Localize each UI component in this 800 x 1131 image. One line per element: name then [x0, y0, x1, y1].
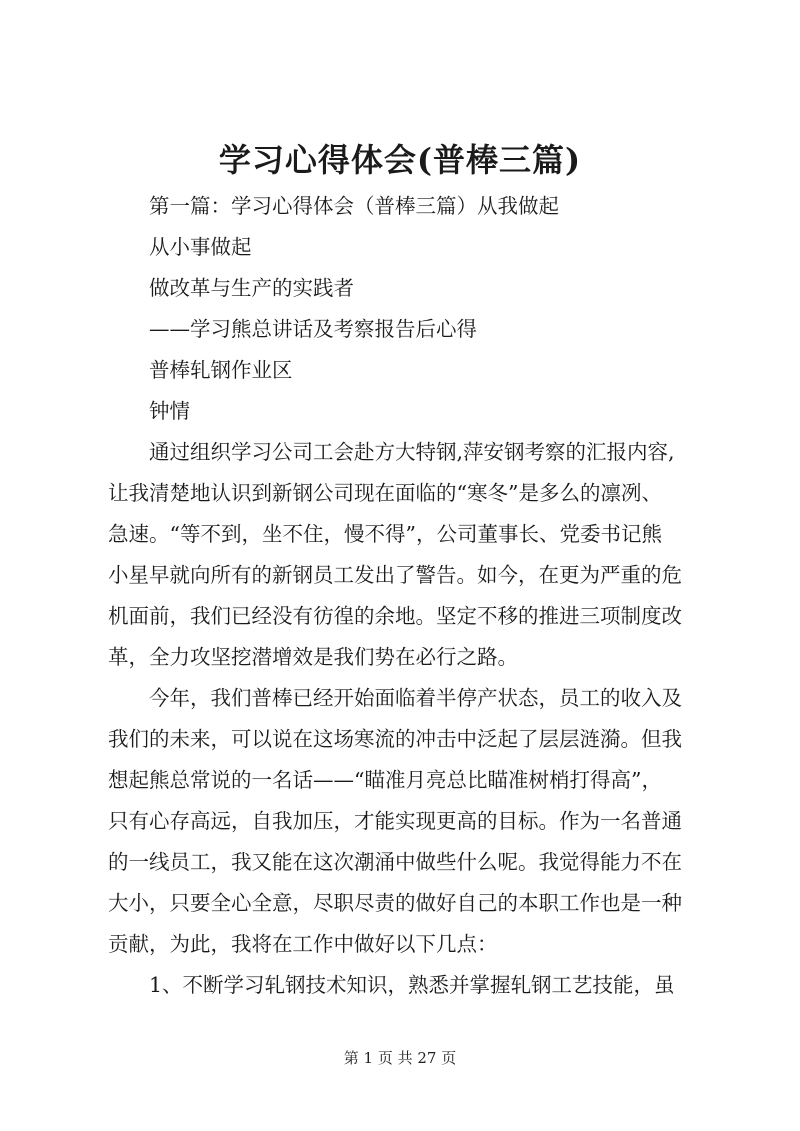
paragraph-line: 革，全力攻坚挖潜增效是我们势在必行之路。	[108, 645, 518, 669]
paragraph-line: 急速。“等不到，坐不住，慢不得”，公司董事长、党委书记熊	[108, 522, 662, 546]
author-name: 钟情	[149, 399, 190, 423]
paragraph-line: 想起熊总常说的一名话——“瞄准月亮总比瞄准树梢打得高”，	[108, 768, 662, 792]
paragraph-line: 的一线员工，我又能在这次潮涌中做些什么呢。我觉得能力不在	[108, 850, 682, 874]
document-body	[108, 186, 708, 1006]
paragraph-line: 只有心存高远，自我加压，才能实现更高的目标。作为一名普通	[108, 809, 682, 833]
document-title: 学习心得体会(普棒三篇)	[218, 141, 582, 179]
paragraph-line: 大小，只要全心全意，尽职尽责的做好自己的本职工作也是一种	[108, 891, 682, 915]
paragraph-line: 今年，我们普棒已经开始面临着半停产状态，员工的收入及	[149, 686, 682, 710]
list-item: 1、不断学习轧钢技术知识，熟悉并掌握轧钢工艺技能，虽	[149, 973, 675, 997]
paragraph-line: 让我清楚地认识到新钢公司现在面临的“寒冬”是多么的凛冽、	[108, 481, 662, 505]
section-heading: 第一篇：学习心得体会（普棒三篇）从我做起	[149, 194, 559, 218]
subtitle-line: 从小事做起	[149, 235, 252, 259]
paragraph-line: 小星早就向所有的新钢员工发出了警告。如今，在更为严重的危	[108, 563, 682, 587]
subtitle-line: 做改革与生产的实践者	[149, 276, 354, 300]
author-unit: 普棒轧钢作业区	[149, 358, 293, 382]
paragraph-line: 我们的未来，可以说在这场寒流的冲击中泛起了层层涟漪。但我	[108, 727, 682, 751]
paragraph-line: 机面前，我们已经没有彷徨的余地。坚定不移的推进三项制度改	[108, 604, 682, 628]
subtitle-line: ——学习熊总讲话及考察报告后心得	[149, 317, 477, 341]
page-number: 第 1 页 共 27 页	[343, 1049, 457, 1067]
paragraph-line: 通过组织学习公司工会赴方大特钢,萍安钢考察的汇报内容,	[149, 440, 675, 464]
paragraph-line: 贡献，为此，我将在工作中做好以下几点：	[108, 932, 498, 956]
